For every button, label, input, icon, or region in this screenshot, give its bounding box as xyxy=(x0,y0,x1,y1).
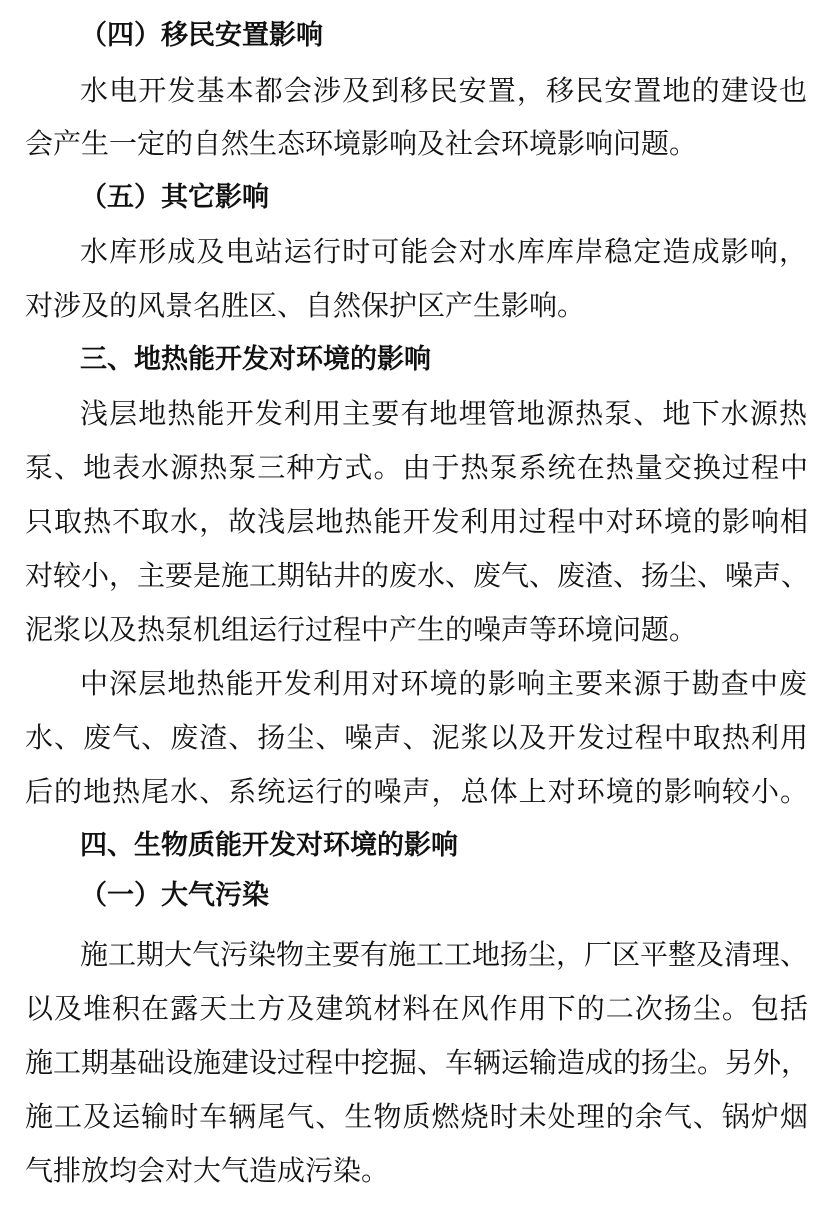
paragraph-line: 施工期大气污染物主要有施工工地扬尘，厂区平整及清理、 xyxy=(80,938,809,971)
paragraph-line: 后的地热尾水、系统运行的噪声，总体上对环境的影响较小。 xyxy=(25,775,808,808)
paragraph-line: 水库形成及电站运行时可能会对水库库岸稳定造成影响， xyxy=(80,235,807,268)
paragraph-line: 以及堆积在露天土方及建筑材料在风作用下的二次扬尘。包括 xyxy=(25,992,808,1025)
paragraph-line: 中深层地热能开发利用对环境的影响主要来源于勘查中废 xyxy=(80,667,807,700)
paragraph-line: 会产生一定的自然生态环境影响及社会环境影响问题。 xyxy=(25,127,698,160)
section-heading-biomass: 四、生物质能开发对环境的影响 xyxy=(80,830,458,861)
paragraph-line: 泵、地表水源热泵三种方式。由于热泵系统在热量交换过程中 xyxy=(25,451,808,484)
section-heading-geothermal: 三、地热能开发对环境的影响 xyxy=(80,344,431,375)
paragraph-line: 气排放均会对大气造成污染。 xyxy=(25,1154,390,1187)
paragraph-line: 对涉及的风景名胜区、自然保护区产生影响。 xyxy=(25,289,586,322)
paragraph-line: 施工期基础设施建设过程中挖掘、车辆运输造成的扬尘。另外， xyxy=(25,1046,810,1079)
section-heading-other-impacts: （五）其它影响 xyxy=(80,182,269,213)
subsection-heading-air-pollution: （一）大气污染 xyxy=(80,880,269,911)
paragraph-line: 只取热不取水，故浅层地热能开发利用过程中对环境的影响相 xyxy=(25,505,808,538)
paragraph-line: 泥浆以及热泵机组运行过程中产生的噪声等环境问题。 xyxy=(25,613,698,646)
paragraph-line: 对较小，主要是施工期钻井的废水、废气、废渣、扬尘、噪声、 xyxy=(25,559,810,592)
paragraph-line: 浅层地热能开发利用主要有地埋管地源热泵、地下水源热 xyxy=(80,397,807,430)
paragraph-line: 水电开发基本都会涉及到移民安置，移民安置地的建设也 xyxy=(80,74,807,107)
section-heading-resettlement: （四）移民安置影响 xyxy=(80,20,323,51)
paragraph-line: 水、废气、废渣、扬尘、噪声、泥浆以及开发过程中取热利用 xyxy=(25,721,808,754)
paragraph-line: 施工及运输时车辆尾气、生物质燃烧时未处理的余气、锅炉烟 xyxy=(25,1100,808,1133)
